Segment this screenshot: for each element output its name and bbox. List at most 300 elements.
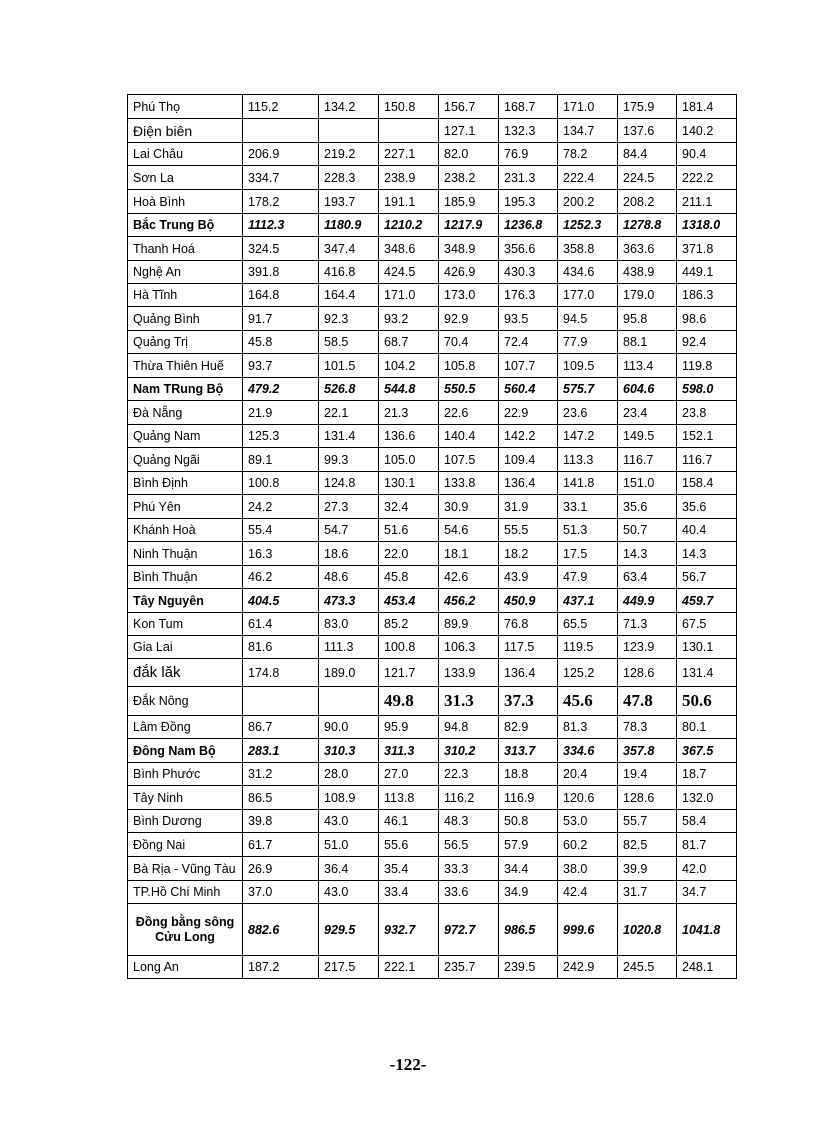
value-cell: 358.8 xyxy=(558,237,618,261)
table-row xyxy=(128,261,737,284)
value-cell: 56.5 xyxy=(439,833,499,857)
value-cell: 174.8 xyxy=(243,659,319,687)
row-label: đắk lăk xyxy=(128,659,243,687)
value-cell: 45.8 xyxy=(243,331,319,354)
value-cell: 125.3 xyxy=(243,425,319,448)
value-cell: 130.1 xyxy=(677,636,737,659)
value-cell: 140.2 xyxy=(677,119,737,143)
value-cell: 19.4 xyxy=(618,763,677,786)
value-cell: 82.9 xyxy=(499,716,558,739)
value-cell: 113.4 xyxy=(618,354,677,378)
value-cell xyxy=(379,119,439,143)
value-cell: 132.0 xyxy=(677,786,737,810)
value-cell: 176.3 xyxy=(499,284,558,307)
value-cell: 55.6 xyxy=(379,833,439,857)
value-cell: 105.0 xyxy=(379,448,439,472)
value-cell xyxy=(243,687,319,716)
row-label: Quảng Nam xyxy=(128,425,243,448)
row-label: Đông Nam Bộ xyxy=(128,739,243,763)
value-cell: 90.4 xyxy=(677,143,737,166)
row-label: Tây Ninh xyxy=(128,786,243,810)
table-row xyxy=(128,354,737,378)
value-cell: 117.5 xyxy=(499,636,558,659)
value-cell: 34.4 xyxy=(499,857,558,881)
value-cell: 54.6 xyxy=(439,519,499,542)
value-cell: 90.0 xyxy=(319,716,379,739)
value-cell: 449.9 xyxy=(618,589,677,613)
value-cell: 152.1 xyxy=(677,425,737,448)
table-row xyxy=(128,589,737,613)
value-cell: 101.5 xyxy=(319,354,379,378)
table-row xyxy=(128,119,737,143)
value-cell: 89.1 xyxy=(243,448,319,472)
value-cell: 426.9 xyxy=(439,261,499,284)
value-cell: 131.4 xyxy=(319,425,379,448)
value-cell: 104.2 xyxy=(379,354,439,378)
value-cell: 972.7 xyxy=(439,904,499,956)
value-cell: 1318.0 xyxy=(677,214,737,237)
table-row xyxy=(128,833,737,857)
value-cell: 151.0 xyxy=(618,472,677,495)
value-cell: 882.6 xyxy=(243,904,319,956)
value-cell: 141.8 xyxy=(558,472,618,495)
table-row xyxy=(128,542,737,566)
value-cell: 37.0 xyxy=(243,881,319,904)
value-cell: 54.7 xyxy=(319,519,379,542)
value-cell: 181.4 xyxy=(677,95,737,119)
value-cell: 168.7 xyxy=(499,95,558,119)
value-cell: 177.0 xyxy=(558,284,618,307)
table-row xyxy=(128,143,737,166)
value-cell: 82.5 xyxy=(618,833,677,857)
row-label: Hoà Bình xyxy=(128,190,243,214)
value-cell: 60.2 xyxy=(558,833,618,857)
value-cell: 22.9 xyxy=(499,401,558,425)
value-cell: 83.0 xyxy=(319,613,379,636)
row-label: Khánh Hoà xyxy=(128,519,243,542)
value-cell: 35.6 xyxy=(618,495,677,519)
value-cell: 123.9 xyxy=(618,636,677,659)
value-cell: 34.9 xyxy=(499,881,558,904)
value-cell: 50.7 xyxy=(618,519,677,542)
value-cell: 348.9 xyxy=(439,237,499,261)
value-cell: 71.3 xyxy=(618,613,677,636)
value-cell: 550.5 xyxy=(439,378,499,401)
table-row xyxy=(128,716,737,739)
value-cell: 171.0 xyxy=(558,95,618,119)
row-label: Đồng Nai xyxy=(128,833,243,857)
value-cell: 150.8 xyxy=(379,95,439,119)
value-cell: 39.8 xyxy=(243,810,319,833)
table-row xyxy=(128,214,737,237)
table-row xyxy=(128,904,737,956)
value-cell: 93.7 xyxy=(243,354,319,378)
value-cell: 113.8 xyxy=(379,786,439,810)
value-cell: 61.4 xyxy=(243,613,319,636)
row-label: Tây Nguyên xyxy=(128,589,243,613)
value-cell: 195.3 xyxy=(499,190,558,214)
value-cell: 36.4 xyxy=(319,857,379,881)
table-row xyxy=(128,810,737,833)
row-label: Bình Định xyxy=(128,472,243,495)
value-cell: 134.7 xyxy=(558,119,618,143)
value-cell: 105.8 xyxy=(439,354,499,378)
value-cell: 107.7 xyxy=(499,354,558,378)
value-cell: 27.3 xyxy=(319,495,379,519)
table-row xyxy=(128,307,737,331)
value-cell: 228.3 xyxy=(319,166,379,190)
value-cell: 348.6 xyxy=(379,237,439,261)
value-cell: 106.3 xyxy=(439,636,499,659)
value-cell: 26.9 xyxy=(243,857,319,881)
value-cell: 438.9 xyxy=(618,261,677,284)
value-cell: 91.7 xyxy=(243,307,319,331)
value-cell: 14.3 xyxy=(618,542,677,566)
value-cell: 416.8 xyxy=(319,261,379,284)
value-cell: 17.5 xyxy=(558,542,618,566)
table-row xyxy=(128,331,737,354)
value-cell: 89.9 xyxy=(439,613,499,636)
value-cell: 56.7 xyxy=(677,566,737,589)
value-cell: 357.8 xyxy=(618,739,677,763)
value-cell: 57.9 xyxy=(499,833,558,857)
value-cell: 164.4 xyxy=(319,284,379,307)
value-cell: 128.6 xyxy=(618,659,677,687)
value-cell: 35.6 xyxy=(677,495,737,519)
value-cell: 544.8 xyxy=(379,378,439,401)
value-cell: 189.0 xyxy=(319,659,379,687)
value-cell: 430.3 xyxy=(499,261,558,284)
value-cell: 107.5 xyxy=(439,448,499,472)
row-label: Quảng Bình xyxy=(128,307,243,331)
value-cell: 334.6 xyxy=(558,739,618,763)
value-cell: 356.6 xyxy=(499,237,558,261)
table-row xyxy=(128,166,737,190)
row-label: Lai Châu xyxy=(128,143,243,166)
value-cell xyxy=(319,687,379,716)
value-cell: 24.2 xyxy=(243,495,319,519)
row-label: Đà Nẵng xyxy=(128,401,243,425)
value-cell: 78.2 xyxy=(558,143,618,166)
value-cell: 371.8 xyxy=(677,237,737,261)
value-cell: 147.2 xyxy=(558,425,618,448)
table-row xyxy=(128,95,737,119)
value-cell: 31.2 xyxy=(243,763,319,786)
row-label: Thanh Hoá xyxy=(128,237,243,261)
table-row xyxy=(128,425,737,448)
value-cell: 33.6 xyxy=(439,881,499,904)
value-cell: 932.7 xyxy=(379,904,439,956)
value-cell: 185.9 xyxy=(439,190,499,214)
value-cell: 136.6 xyxy=(379,425,439,448)
value-cell: 137.6 xyxy=(618,119,677,143)
value-cell: 82.0 xyxy=(439,143,499,166)
table-row xyxy=(128,495,737,519)
value-cell: 140.4 xyxy=(439,425,499,448)
value-cell: 248.1 xyxy=(677,956,737,979)
value-cell: 85.2 xyxy=(379,613,439,636)
value-cell: 49.8 xyxy=(379,687,439,716)
value-cell: 424.5 xyxy=(379,261,439,284)
value-cell: 239.5 xyxy=(499,956,558,979)
value-cell: 116.7 xyxy=(618,448,677,472)
value-cell: 18.2 xyxy=(499,542,558,566)
value-cell: 78.3 xyxy=(618,716,677,739)
row-label: Phú Thọ xyxy=(128,95,243,119)
value-cell: 98.6 xyxy=(677,307,737,331)
value-cell: 136.4 xyxy=(499,472,558,495)
value-cell xyxy=(319,119,379,143)
table-row xyxy=(128,857,737,881)
value-cell: 459.7 xyxy=(677,589,737,613)
value-cell: 1041.8 xyxy=(677,904,737,956)
row-label: Hà Tĩnh xyxy=(128,284,243,307)
value-cell: 46.1 xyxy=(379,810,439,833)
value-cell: 131.4 xyxy=(677,659,737,687)
value-cell: 1278.8 xyxy=(618,214,677,237)
value-cell: 47.9 xyxy=(558,566,618,589)
value-cell: 113.3 xyxy=(558,448,618,472)
value-cell: 22.3 xyxy=(439,763,499,786)
value-cell: 95.8 xyxy=(618,307,677,331)
value-cell: 119.8 xyxy=(677,354,737,378)
table-row xyxy=(128,659,737,687)
value-cell: 22.6 xyxy=(439,401,499,425)
value-cell: 437.1 xyxy=(558,589,618,613)
value-cell: 43.0 xyxy=(319,810,379,833)
value-cell: 128.6 xyxy=(618,786,677,810)
value-cell: 1210.2 xyxy=(379,214,439,237)
value-cell: 473.3 xyxy=(319,589,379,613)
value-cell: 1020.8 xyxy=(618,904,677,956)
value-cell: 158.4 xyxy=(677,472,737,495)
value-cell xyxy=(243,119,319,143)
value-cell: 109.5 xyxy=(558,354,618,378)
value-cell: 99.3 xyxy=(319,448,379,472)
table-row xyxy=(128,956,737,979)
value-cell: 43.0 xyxy=(319,881,379,904)
value-cell: 283.1 xyxy=(243,739,319,763)
row-label: Bình Phước xyxy=(128,763,243,786)
value-cell: 42.4 xyxy=(558,881,618,904)
value-cell: 178.2 xyxy=(243,190,319,214)
value-cell: 116.9 xyxy=(499,786,558,810)
value-cell: 67.5 xyxy=(677,613,737,636)
row-label: Đắk Nông xyxy=(128,687,243,716)
value-cell: 125.2 xyxy=(558,659,618,687)
value-cell: 76.8 xyxy=(499,613,558,636)
value-cell: 479.2 xyxy=(243,378,319,401)
value-cell: 575.7 xyxy=(558,378,618,401)
value-cell: 51.6 xyxy=(379,519,439,542)
value-cell: 191.1 xyxy=(379,190,439,214)
value-cell: 453.4 xyxy=(379,589,439,613)
value-cell: 23.4 xyxy=(618,401,677,425)
value-cell: 42.0 xyxy=(677,857,737,881)
value-cell: 100.8 xyxy=(243,472,319,495)
value-cell: 211.1 xyxy=(677,190,737,214)
value-cell: 133.8 xyxy=(439,472,499,495)
value-cell: 16.3 xyxy=(243,542,319,566)
table-row xyxy=(128,786,737,810)
value-cell: 51.3 xyxy=(558,519,618,542)
row-label: Đồng bằng sông Cửu Long xyxy=(128,904,243,956)
value-cell: 206.9 xyxy=(243,143,319,166)
value-cell: 21.3 xyxy=(379,401,439,425)
value-cell: 32.4 xyxy=(379,495,439,519)
value-cell: 58.4 xyxy=(677,810,737,833)
value-cell: 65.5 xyxy=(558,613,618,636)
value-cell: 186.3 xyxy=(677,284,737,307)
row-label: Phú Yên xyxy=(128,495,243,519)
value-cell: 222.1 xyxy=(379,956,439,979)
value-cell: 311.3 xyxy=(379,739,439,763)
row-label: Kon Tum xyxy=(128,613,243,636)
value-cell: 43.9 xyxy=(499,566,558,589)
row-label: Bình Dương xyxy=(128,810,243,833)
value-cell: 33.4 xyxy=(379,881,439,904)
table-row xyxy=(128,190,737,214)
value-cell: 86.5 xyxy=(243,786,319,810)
value-cell: 50.6 xyxy=(677,687,737,716)
value-cell: 30.9 xyxy=(439,495,499,519)
value-cell: 450.9 xyxy=(499,589,558,613)
table-row xyxy=(128,636,737,659)
value-cell: 48.3 xyxy=(439,810,499,833)
row-label: Quảng Ngãi xyxy=(128,448,243,472)
row-label: Bà Rịa - Vũng Tàu xyxy=(128,857,243,881)
row-label: Quảng Trị xyxy=(128,331,243,354)
value-cell: 219.2 xyxy=(319,143,379,166)
value-cell: 21.9 xyxy=(243,401,319,425)
value-cell: 68.7 xyxy=(379,331,439,354)
value-cell: 193.7 xyxy=(319,190,379,214)
value-cell: 81.6 xyxy=(243,636,319,659)
table-row xyxy=(128,763,737,786)
value-cell: 84.4 xyxy=(618,143,677,166)
value-cell: 222.2 xyxy=(677,166,737,190)
value-cell: 47.8 xyxy=(618,687,677,716)
value-cell: 70.4 xyxy=(439,331,499,354)
value-cell: 18.7 xyxy=(677,763,737,786)
value-cell: 120.6 xyxy=(558,786,618,810)
value-cell: 1217.9 xyxy=(439,214,499,237)
value-cell: 27.0 xyxy=(379,763,439,786)
value-cell: 604.6 xyxy=(618,378,677,401)
table-row xyxy=(128,613,737,636)
value-cell: 1112.3 xyxy=(243,214,319,237)
value-cell: 1236.8 xyxy=(499,214,558,237)
value-cell: 111.3 xyxy=(319,636,379,659)
value-cell: 560.4 xyxy=(499,378,558,401)
value-cell: 121.7 xyxy=(379,659,439,687)
table-row xyxy=(128,237,737,261)
value-cell: 22.0 xyxy=(379,542,439,566)
table-row xyxy=(128,401,737,425)
value-cell: 53.0 xyxy=(558,810,618,833)
value-cell: 40.4 xyxy=(677,519,737,542)
table-row xyxy=(128,687,737,716)
value-cell: 94.8 xyxy=(439,716,499,739)
value-cell: 242.9 xyxy=(558,956,618,979)
value-cell: 94.5 xyxy=(558,307,618,331)
value-cell: 136.4 xyxy=(499,659,558,687)
value-cell: 310.2 xyxy=(439,739,499,763)
value-cell: 100.8 xyxy=(379,636,439,659)
value-cell: 526.8 xyxy=(319,378,379,401)
value-cell: 986.5 xyxy=(499,904,558,956)
value-cell: 80.1 xyxy=(677,716,737,739)
row-label: Bình Thuận xyxy=(128,566,243,589)
table-row xyxy=(128,739,737,763)
value-cell: 48.6 xyxy=(319,566,379,589)
table-row xyxy=(128,519,737,542)
value-cell: 175.9 xyxy=(618,95,677,119)
table-row xyxy=(128,378,737,401)
value-cell: 115.2 xyxy=(243,95,319,119)
value-cell: 42.6 xyxy=(439,566,499,589)
value-cell: 456.2 xyxy=(439,589,499,613)
value-cell: 235.7 xyxy=(439,956,499,979)
value-cell: 51.0 xyxy=(319,833,379,857)
row-label: Lâm Đồng xyxy=(128,716,243,739)
value-cell: 313.7 xyxy=(499,739,558,763)
value-cell: 20.4 xyxy=(558,763,618,786)
value-cell: 116.7 xyxy=(677,448,737,472)
value-cell: 116.2 xyxy=(439,786,499,810)
value-cell: 119.5 xyxy=(558,636,618,659)
value-cell: 23.6 xyxy=(558,401,618,425)
value-cell: 173.0 xyxy=(439,284,499,307)
value-cell: 34.7 xyxy=(677,881,737,904)
value-cell: 1252.3 xyxy=(558,214,618,237)
value-cell: 76.9 xyxy=(499,143,558,166)
value-cell: 999.6 xyxy=(558,904,618,956)
value-cell: 334.7 xyxy=(243,166,319,190)
value-cell: 93.5 xyxy=(499,307,558,331)
value-cell: 217.5 xyxy=(319,956,379,979)
row-label: Gia Lai xyxy=(128,636,243,659)
value-cell: 45.6 xyxy=(558,687,618,716)
page-number: -122- xyxy=(389,1055,427,1074)
value-cell: 124.8 xyxy=(319,472,379,495)
value-cell: 37.3 xyxy=(499,687,558,716)
value-cell: 149.5 xyxy=(618,425,677,448)
value-cell: 929.5 xyxy=(319,904,379,956)
value-cell: 171.0 xyxy=(379,284,439,307)
value-cell: 22.1 xyxy=(319,401,379,425)
value-cell: 449.1 xyxy=(677,261,737,284)
value-cell: 88.1 xyxy=(618,331,677,354)
row-label: Điện biên xyxy=(128,119,243,143)
value-cell: 81.7 xyxy=(677,833,737,857)
value-cell: 1180.9 xyxy=(319,214,379,237)
value-cell: 245.5 xyxy=(618,956,677,979)
value-cell: 238.2 xyxy=(439,166,499,190)
table-row xyxy=(128,566,737,589)
value-cell: 72.4 xyxy=(499,331,558,354)
data-table xyxy=(127,94,737,979)
value-cell: 238.9 xyxy=(379,166,439,190)
value-cell: 187.2 xyxy=(243,956,319,979)
row-label: TP.Hồ Chí Minh xyxy=(128,881,243,904)
value-cell: 92.3 xyxy=(319,307,379,331)
row-label: Thừa Thiên Huế xyxy=(128,354,243,378)
value-cell: 310.3 xyxy=(319,739,379,763)
value-cell: 347.4 xyxy=(319,237,379,261)
value-cell: 134.2 xyxy=(319,95,379,119)
value-cell: 28.0 xyxy=(319,763,379,786)
